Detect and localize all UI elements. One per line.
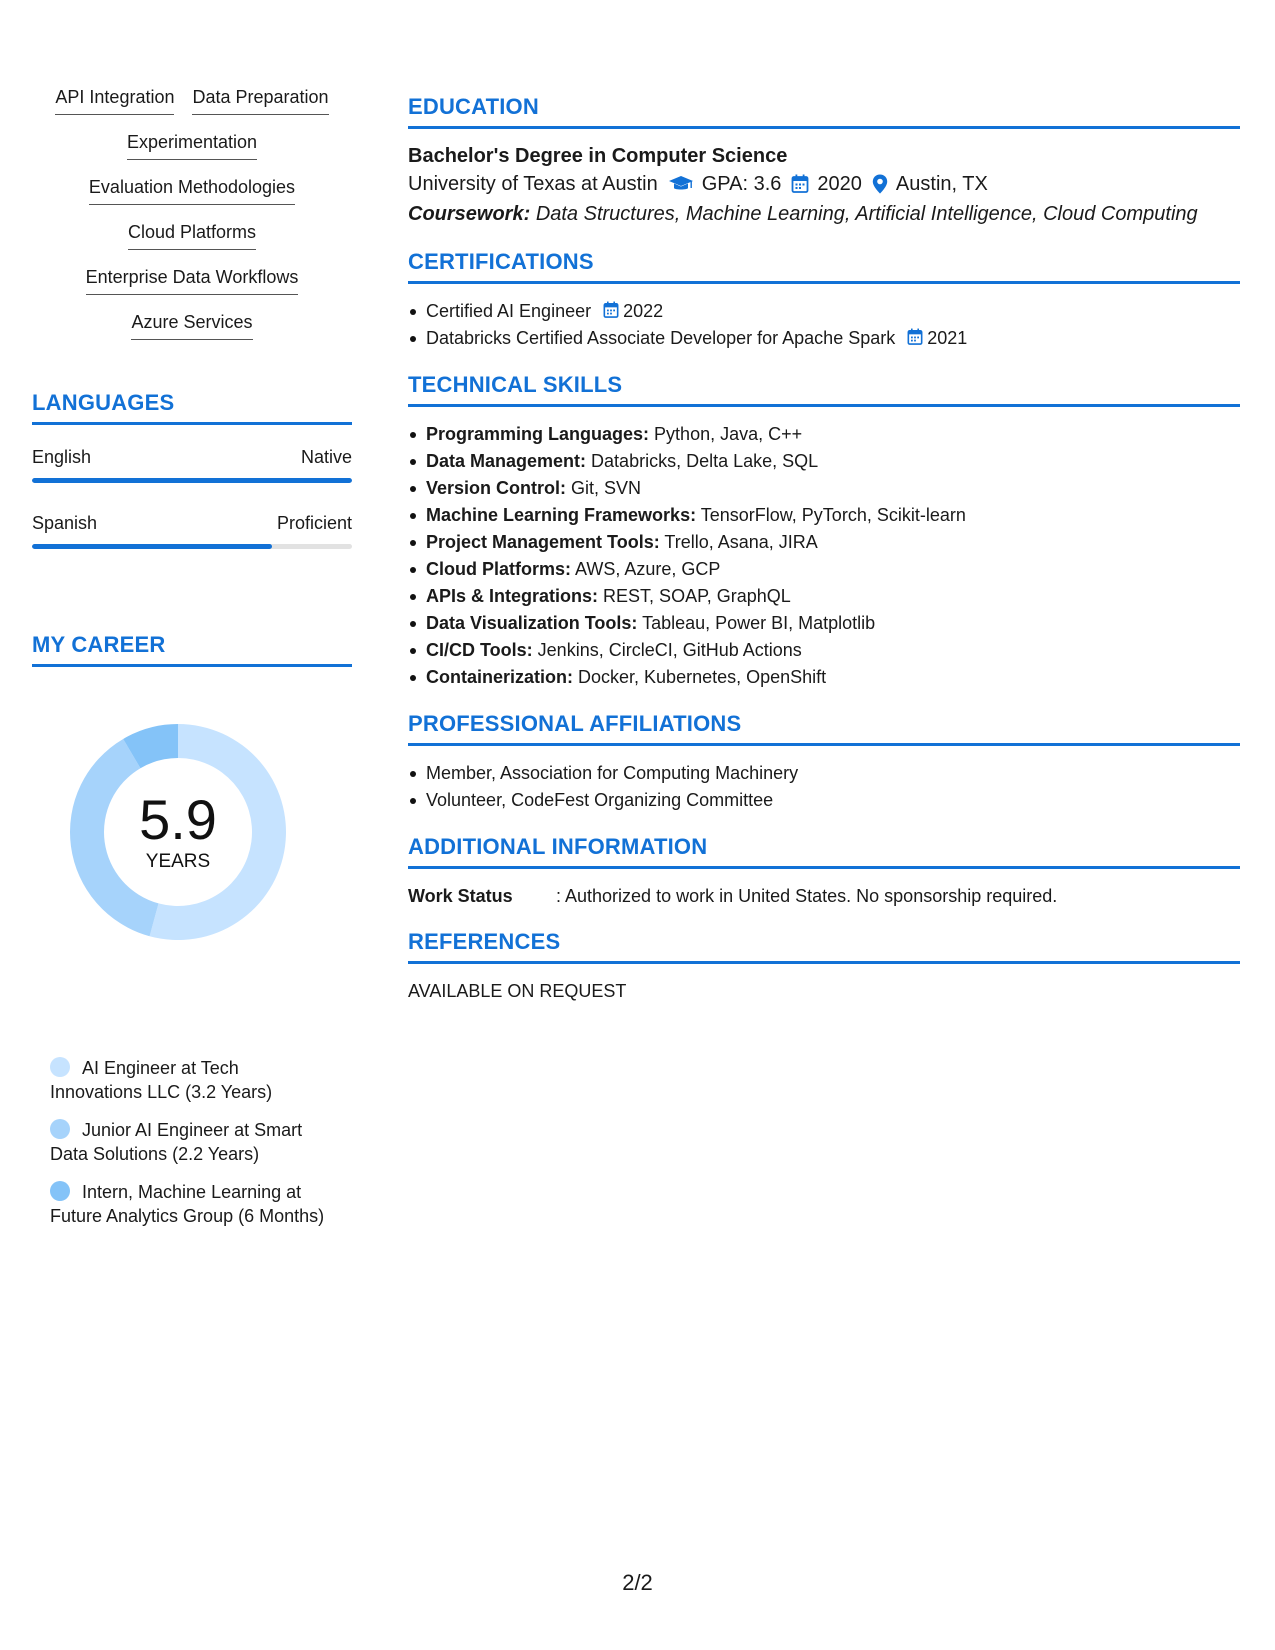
skill-item: [408, 475, 1240, 502]
career-unit: YEARS: [145, 851, 211, 872]
skill-value: AWS, Azure, GCP: [575, 559, 721, 579]
skill-tag-row: [32, 219, 352, 264]
skill-item: [408, 448, 1240, 475]
skill-label: APIs & Integrations:: [426, 586, 599, 606]
skill-item: [408, 610, 1240, 637]
work-status-value: : Authorized to work in United States. No sponsorship required.: [556, 886, 1058, 906]
skill-value: Git, SVN: [571, 478, 642, 498]
technical-skills-heading: TECHNICAL SKILLS: [408, 372, 1240, 407]
career-legend-item: [50, 1056, 330, 1104]
certifications-heading: CERTIFICATIONS: [408, 249, 1240, 284]
work-status-label: Work Status: [408, 886, 513, 906]
skill-label: Project Management Tools:: [426, 532, 660, 552]
certifications-section: [408, 249, 1240, 352]
skill-tag: Cloud Platforms: [128, 219, 256, 250]
certification-item: [408, 325, 1240, 352]
location-pin-icon: [872, 174, 888, 194]
legend-dot-icon: [50, 1057, 70, 1077]
education-gpa: GPA: 3.6: [701, 173, 782, 195]
education-section: [408, 94, 1240, 229]
skill-value: TensorFlow, PyTorch, Scikit-learn: [700, 505, 966, 525]
languages-section: [32, 390, 352, 549]
education-heading: EDUCATION: [408, 94, 1240, 129]
skill-label: Cloud Platforms:: [426, 559, 572, 579]
language-item: [32, 447, 352, 483]
skill-label: Programming Languages:: [426, 424, 650, 444]
certification-year: 2021: [927, 328, 968, 348]
language-bar: [32, 544, 352, 549]
language-level: Native: [300, 447, 352, 467]
skill-item: [408, 583, 1240, 610]
language-bar-fill: [32, 478, 352, 483]
skill-tag-row: [32, 309, 352, 354]
calendar-icon: [907, 328, 923, 346]
affiliation-item: Volunteer, CodeFest Organizing Committee: [408, 787, 1240, 814]
education-degree: Bachelor's Degree in Computer Science: [408, 145, 788, 167]
skill-value: Jenkins, CircleCI, GitHub Actions: [537, 640, 802, 660]
certification-name: Certified AI Engineer: [426, 301, 592, 321]
skill-value: Trello, Asana, JIRA: [664, 532, 818, 552]
references-heading: REFERENCES: [408, 929, 1240, 964]
skill-tags: [32, 84, 352, 354]
career-legend-label: AI Engineer at Tech Innovations LLC (3.2 Years): [50, 1058, 273, 1102]
skill-item: [408, 637, 1240, 664]
education-year: 2020: [817, 173, 862, 195]
career-heading: MY CAREER: [32, 632, 352, 667]
skill-tag-row: [32, 174, 352, 219]
skill-tag-row: [32, 84, 352, 129]
coursework-value: Data Structures, Machine Learning, Artificial Intelligence, Cloud Computing: [535, 203, 1198, 225]
skill-value: Databricks, Delta Lake, SQL: [591, 451, 819, 471]
skill-tag-row: [32, 129, 352, 174]
skill-label: Containerization:: [426, 667, 573, 687]
language-level: Proficient: [276, 513, 352, 533]
graduation-cap-icon: [668, 174, 694, 194]
language-name: English: [32, 447, 92, 467]
skill-item: [408, 421, 1240, 448]
skill-item: [408, 529, 1240, 556]
affiliations-heading: PROFESSIONAL AFFILIATIONS: [408, 711, 1240, 746]
career-legend: [50, 1056, 330, 1242]
career-legend-item: [50, 1180, 330, 1228]
legend-dot-icon: [50, 1181, 70, 1201]
skill-tag: Data Preparation: [192, 84, 328, 115]
skill-value: Tableau, Power BI, Matplotlib: [642, 613, 876, 633]
references-text: AVAILABLE ON REQUEST: [408, 981, 627, 1001]
page-number: 2/2: [622, 1570, 653, 1595]
skill-tag: Experimentation: [127, 129, 257, 160]
language-bar-fill: [32, 544, 272, 549]
affiliations-section: [408, 711, 1240, 814]
career-total: 5.9: [139, 788, 217, 851]
additional-info-section: [408, 834, 1240, 909]
certification-item: [408, 298, 1240, 325]
education-location: Austin, TX: [895, 173, 988, 195]
skill-tag: Enterprise Data Workflows: [86, 264, 299, 295]
skill-label: Data Management:: [426, 451, 587, 471]
skill-label: Version Control:: [426, 478, 567, 498]
calendar-icon: [603, 301, 619, 319]
languages-heading: LANGUAGES: [32, 390, 352, 425]
references-section: [408, 929, 1240, 1004]
skill-item: [408, 502, 1240, 529]
certification-name: Databricks Certified Associate Developer for Apache Spark: [426, 328, 896, 348]
skill-tag: API Integration: [55, 84, 174, 115]
legend-dot-icon: [50, 1119, 70, 1139]
calendar-icon: [791, 174, 809, 194]
coursework-label: Coursework:: [408, 203, 531, 225]
affiliation-item: Member, Association for Computing Machinery: [408, 760, 1240, 787]
skill-label: Data Visualization Tools:: [426, 613, 638, 633]
career-legend-label: Intern, Machine Learning at Future Analytics Group (6 Months): [50, 1182, 325, 1226]
certification-year: 2022: [623, 301, 664, 321]
skill-value: REST, SOAP, GraphQL: [603, 586, 791, 606]
left-column: [32, 84, 352, 1226]
career-legend-item: [50, 1118, 330, 1166]
skill-item: [408, 664, 1240, 691]
skill-tag: Azure Services: [131, 309, 252, 340]
language-item: [32, 513, 352, 549]
education-school: University of Texas at Austin: [408, 173, 658, 195]
right-column: [408, 94, 1240, 1024]
career-section: [32, 632, 352, 1226]
skill-item: [408, 556, 1240, 583]
language-bar: [32, 478, 352, 483]
education-coursework: [408, 199, 1240, 229]
skill-tag-row: [32, 264, 352, 309]
career-legend-label: Junior AI Engineer at Smart Data Solutions (2.2 Years): [50, 1120, 303, 1164]
skill-tag: Evaluation Methodologies: [89, 174, 295, 205]
skill-value: Python, Java, C++: [654, 424, 803, 444]
skill-label: Machine Learning Frameworks:: [426, 505, 697, 525]
career-donut-chart: [66, 720, 290, 944]
language-name: Spanish: [32, 513, 98, 533]
skill-label: CI/CD Tools:: [426, 640, 533, 660]
skill-value: Docker, Kubernetes, OpenShift: [578, 667, 827, 687]
technical-skills-section: [408, 372, 1240, 691]
additional-info-heading: ADDITIONAL INFORMATION: [408, 834, 1240, 869]
